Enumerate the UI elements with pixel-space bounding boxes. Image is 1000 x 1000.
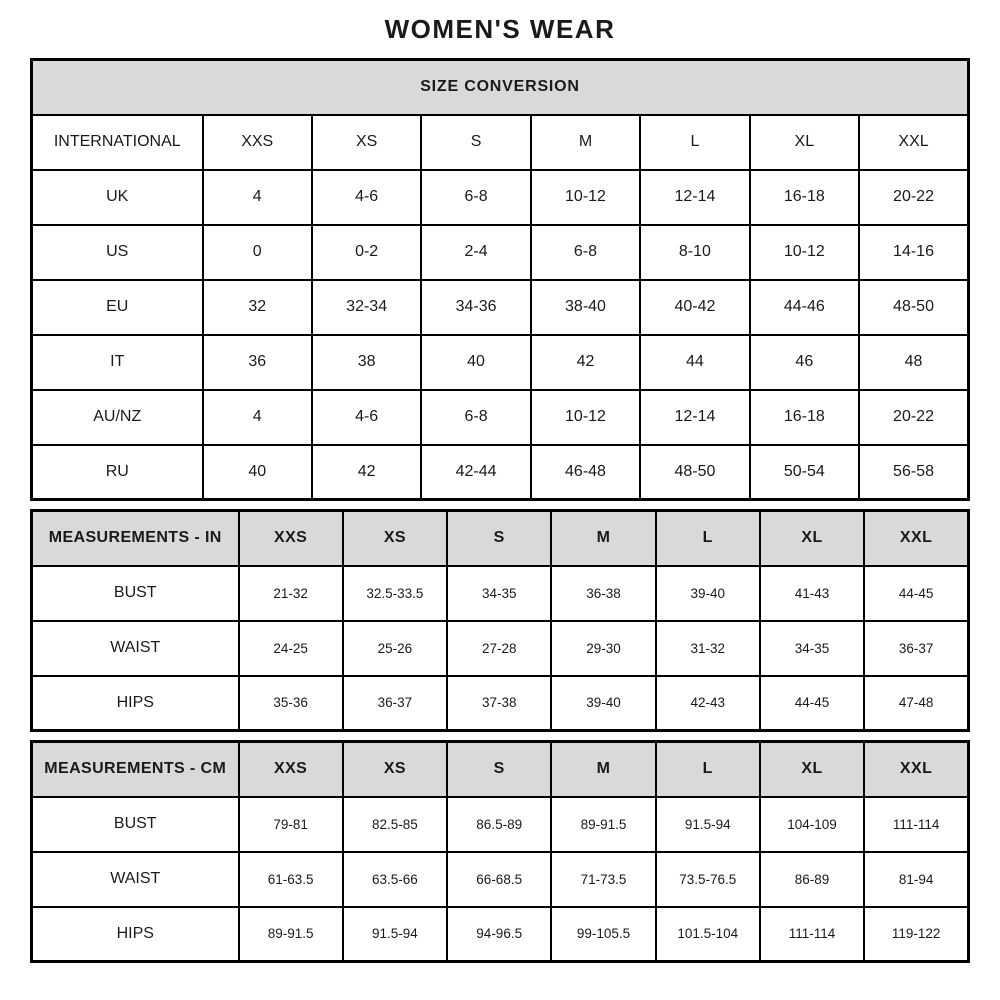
value-cell: 46-48 [531, 445, 640, 500]
column-header: XXL [859, 115, 968, 170]
column-header: M [531, 115, 640, 170]
value-cell: 10-12 [750, 225, 859, 280]
value-cell: 50-54 [750, 445, 859, 500]
value-cell: 42-43 [656, 676, 760, 731]
value-cell: 10-12 [531, 390, 640, 445]
row-label: AU/NZ [32, 390, 203, 445]
column-header: S [447, 742, 551, 797]
header-row [32, 115, 969, 170]
column-header: XL [760, 511, 864, 566]
value-cell: 4-6 [312, 390, 421, 445]
value-cell: 0-2 [312, 225, 421, 280]
column-header: L [656, 511, 760, 566]
row-label: EU [32, 280, 203, 335]
value-cell: 37-38 [447, 676, 551, 731]
value-cell: 32.5-33.5 [343, 566, 447, 621]
value-cell: 29-30 [551, 621, 655, 676]
size-conversion-table [30, 58, 970, 501]
value-cell: 40 [421, 335, 530, 390]
table-row [32, 907, 969, 962]
value-cell: 56-58 [859, 445, 968, 500]
table-row [32, 280, 969, 335]
value-cell: 36-37 [864, 621, 968, 676]
value-cell: 25-26 [343, 621, 447, 676]
table-row [32, 445, 969, 500]
value-cell: 38 [312, 335, 421, 390]
size-conversion-banner: SIZE CONVERSION [32, 60, 969, 115]
value-cell: 89-91.5 [551, 797, 655, 852]
column-header: XS [343, 742, 447, 797]
value-cell: 79-81 [239, 797, 343, 852]
table-row [32, 335, 969, 390]
value-cell: 31-32 [656, 621, 760, 676]
value-cell: 6-8 [421, 170, 530, 225]
value-cell: 99-105.5 [551, 907, 655, 962]
value-cell: 44-46 [750, 280, 859, 335]
page-title: WOMEN'S WEAR [384, 14, 616, 44]
value-cell: 32 [203, 280, 312, 335]
column-header: XXS [203, 115, 312, 170]
value-cell: 42 [312, 445, 421, 500]
value-cell: 111-114 [864, 797, 968, 852]
value-cell: 48-50 [640, 445, 749, 500]
value-cell: 111-114 [760, 907, 864, 962]
value-cell: 42-44 [421, 445, 530, 500]
value-cell: 34-36 [421, 280, 530, 335]
value-cell: 2-4 [421, 225, 530, 280]
row-label: BUST [32, 797, 239, 852]
value-cell: 81-94 [864, 852, 968, 907]
row-label: IT [32, 335, 203, 390]
row-label: WAIST [32, 852, 239, 907]
value-cell: 12-14 [640, 390, 749, 445]
value-cell: 86.5-89 [447, 797, 551, 852]
value-cell: 89-91.5 [239, 907, 343, 962]
value-cell: 24-25 [239, 621, 343, 676]
value-cell: 71-73.5 [551, 852, 655, 907]
row-label: HIPS [32, 907, 239, 962]
value-cell: 36 [203, 335, 312, 390]
value-cell: 39-40 [551, 676, 655, 731]
column-header: XXL [864, 511, 968, 566]
row-label: BUST [32, 566, 239, 621]
row-label: HIPS [32, 676, 239, 731]
value-cell: 41-43 [760, 566, 864, 621]
header-label-cell: MEASUREMENTS - CM [32, 742, 239, 797]
column-header: S [447, 511, 551, 566]
value-cell: 46 [750, 335, 859, 390]
measurements-in-grid [30, 509, 970, 732]
table-row [32, 852, 969, 907]
column-header: XXS [239, 742, 343, 797]
column-header: L [656, 742, 760, 797]
value-cell: 48-50 [859, 280, 968, 335]
value-cell: 91.5-94 [656, 797, 760, 852]
value-cell: 4 [203, 170, 312, 225]
column-header: S [421, 115, 530, 170]
row-label: RU [32, 445, 203, 500]
value-cell: 40-42 [640, 280, 749, 335]
value-cell: 21-32 [239, 566, 343, 621]
table-row [32, 170, 969, 225]
measurements-in-table [30, 509, 970, 732]
column-header: M [551, 742, 655, 797]
column-header: XL [750, 115, 859, 170]
header-label-cell: INTERNATIONAL [32, 115, 203, 170]
value-cell: 12-14 [640, 170, 749, 225]
value-cell: 101.5-104 [656, 907, 760, 962]
table-row [32, 566, 969, 621]
value-cell: 63.5-66 [343, 852, 447, 907]
value-cell: 39-40 [656, 566, 760, 621]
table-row [32, 225, 969, 280]
value-cell: 20-22 [859, 170, 968, 225]
header-row [32, 742, 969, 797]
table-row [32, 390, 969, 445]
value-cell: 82.5-85 [343, 797, 447, 852]
value-cell: 32-34 [312, 280, 421, 335]
measurements-cm-table [30, 740, 970, 963]
value-cell: 44-45 [864, 566, 968, 621]
column-header: XS [312, 115, 421, 170]
value-cell: 104-109 [760, 797, 864, 852]
value-cell: 34-35 [760, 621, 864, 676]
value-cell: 36-37 [343, 676, 447, 731]
column-header: XXL [864, 742, 968, 797]
value-cell: 4 [203, 390, 312, 445]
table-row [32, 676, 969, 731]
value-cell: 27-28 [447, 621, 551, 676]
value-cell: 16-18 [750, 390, 859, 445]
value-cell: 119-122 [864, 907, 968, 962]
value-cell: 38-40 [531, 280, 640, 335]
value-cell: 66-68.5 [447, 852, 551, 907]
value-cell: 16-18 [750, 170, 859, 225]
value-cell: 44 [640, 335, 749, 390]
size-conversion-grid [30, 58, 970, 501]
value-cell: 4-6 [312, 170, 421, 225]
value-cell: 40 [203, 445, 312, 500]
value-cell: 36-38 [551, 566, 655, 621]
value-cell: 94-96.5 [447, 907, 551, 962]
value-cell: 48 [859, 335, 968, 390]
value-cell: 6-8 [531, 225, 640, 280]
value-cell: 34-35 [447, 566, 551, 621]
value-cell: 6-8 [421, 390, 530, 445]
column-header: XL [760, 742, 864, 797]
column-header: XS [343, 511, 447, 566]
value-cell: 86-89 [760, 852, 864, 907]
column-header: M [551, 511, 655, 566]
header-label-cell: MEASUREMENTS - IN [32, 511, 239, 566]
value-cell: 10-12 [531, 170, 640, 225]
value-cell: 42 [531, 335, 640, 390]
row-label: US [32, 225, 203, 280]
value-cell: 14-16 [859, 225, 968, 280]
row-label: WAIST [32, 621, 239, 676]
value-cell: 0 [203, 225, 312, 280]
value-cell: 47-48 [864, 676, 968, 731]
measurements-cm-grid [30, 740, 970, 963]
value-cell: 20-22 [859, 390, 968, 445]
value-cell: 44-45 [760, 676, 864, 731]
value-cell: 73.5-76.5 [656, 852, 760, 907]
column-header: L [640, 115, 749, 170]
row-label: UK [32, 170, 203, 225]
value-cell: 61-63.5 [239, 852, 343, 907]
value-cell: 8-10 [640, 225, 749, 280]
table-row [32, 621, 969, 676]
header-row [32, 511, 969, 566]
column-header: XXS [239, 511, 343, 566]
value-cell: 35-36 [239, 676, 343, 731]
value-cell: 91.5-94 [343, 907, 447, 962]
table-row [32, 797, 969, 852]
